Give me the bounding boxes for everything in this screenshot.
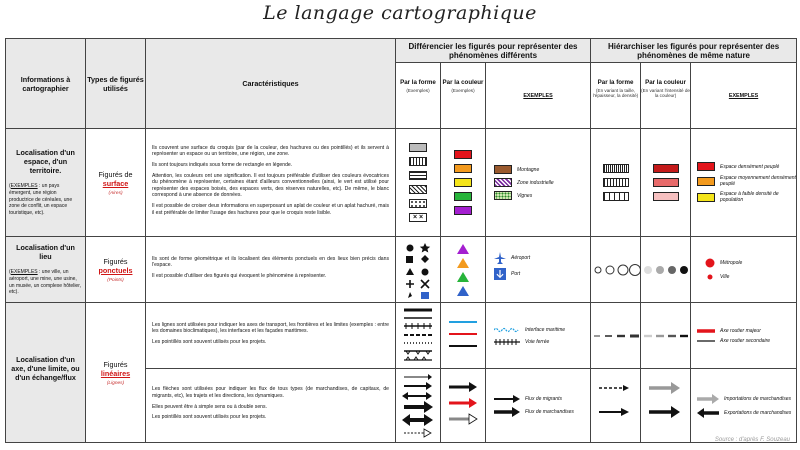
swatch-moyen <box>697 177 715 186</box>
circle-sizes-icon <box>591 260 641 280</box>
arrow-shades-icon <box>643 376 689 436</box>
h-exemples-surface: Espace densément peuplé Espace moyennement densément peuplé Espace à faible densité de population <box>691 129 797 237</box>
h-forme-point <box>591 237 641 303</box>
swatch-light-red <box>653 192 679 201</box>
importations-icon <box>697 394 719 404</box>
forme-ligne <box>396 303 441 369</box>
forme-surface <box>396 129 441 237</box>
port-icon <box>494 268 506 280</box>
swatch-medium-hatch <box>603 178 629 187</box>
h-forme-ligne <box>591 303 641 369</box>
swatch-mid-red <box>653 178 679 187</box>
airplane-icon <box>494 252 506 264</box>
swatch-grey <box>409 143 427 152</box>
h-exemples-ligne-a: Axe routier majeur Axe routier secondaire <box>691 303 797 369</box>
exemples-point: Aéroport Port <box>486 237 591 303</box>
couleur-fleche <box>441 369 486 443</box>
car-ligne-b: Les flèches sont utilisées pour indiquer les flux de tous types (de marchandises, de capitaux, de migrants, etc), les trajets et les directions, les dynamiques. Elles peuvent être à simple sens ou à double sens. Les pointillés sont souvent utilisés pour les projets. <box>146 369 396 443</box>
axe-secondaire-icon <box>697 338 715 344</box>
swatch-montagne <box>494 165 512 174</box>
forme-point <box>396 237 441 303</box>
purple-triangle-icon <box>457 244 469 254</box>
swatch-horizontal-hatch <box>409 171 427 180</box>
subheader-h-forme: Par la forme (En variant la taille, l'épaisseur, la densité) <box>591 63 641 129</box>
page-title: Le langage cartographique <box>263 2 537 24</box>
exemples-surface: Montagne Zone industrielle Vignes <box>486 129 591 237</box>
h-forme-fleche <box>591 369 641 443</box>
exemples-fleche: Flux de migrants Flux de marchandises <box>486 369 591 443</box>
swatch-zone-industrielle <box>494 178 512 187</box>
couleur-point <box>441 237 486 303</box>
circle-shades-icon <box>641 260 691 280</box>
swatch-dense <box>697 162 715 171</box>
swatch-dark-red <box>653 164 679 173</box>
info-point: Localisation d'un lieu (EXEMPLES : une ville, un aéroport, une mine, une usine, un musée, un complexe hôtelier, etc). <box>6 237 86 303</box>
couleur-surface <box>441 129 486 237</box>
swatch-crosses: × × <box>409 213 427 222</box>
exemples-ligne-a: Interface maritime Voie ferrée <box>486 303 591 369</box>
ville-icon <box>705 272 715 282</box>
couleur-ligne <box>441 303 486 369</box>
voie-ferree-icon <box>494 338 520 346</box>
subheader-h-exemples: EXEMPLES <box>691 63 797 129</box>
swatch-faible <box>697 193 715 202</box>
interface-maritime-icon <box>494 326 520 334</box>
subheader-couleur: Par la couleur (Exemples) <box>441 63 486 129</box>
source-note: Source : d'après F. Souzeau <box>714 437 790 443</box>
swatch-dots <box>409 199 427 208</box>
h-forme-surface <box>591 129 641 237</box>
h-exemples-point: Métropole Ville <box>691 237 797 303</box>
info-ligne: Localisation d'un axe, d'une limite, ou d'un échange/flux <box>6 303 86 443</box>
swatch-orange <box>454 164 472 173</box>
swatch-green <box>454 192 472 201</box>
exportations-icon <box>697 408 719 418</box>
arrow-styles-icon <box>396 371 440 441</box>
legend-table <box>5 38 797 443</box>
subheader-exemples: EXEMPLES <box>486 63 591 129</box>
car-point: Ils sont de forme géométrique et ils localisent des éléments ponctuels en des lieux bien précis dans l'espace. Il est possible d'utiliser des figurés qui évoquent le phénomène à représenter. <box>146 237 396 303</box>
swatch-vertical-hatch <box>409 157 427 166</box>
h-couleur-point <box>641 237 691 303</box>
h-couleur-fleche <box>641 369 691 443</box>
forme-fleche <box>396 369 441 443</box>
green-triangle-icon <box>457 272 469 282</box>
axe-majeur-icon <box>697 328 715 334</box>
header-caracteristiques: Caractéristiques <box>146 39 396 129</box>
swatch-yellow <box>454 178 472 187</box>
dash-sizes-icon <box>592 331 640 341</box>
swatch-light-hatch <box>603 192 629 201</box>
orange-triangle-icon <box>457 258 469 268</box>
h-exemples-fleche: Importations de marchandises Exportations de marchandises <box>691 369 797 443</box>
h-couleur-ligne <box>641 303 691 369</box>
metropole-icon <box>705 258 715 268</box>
header-hierarchiser: Hiérarchiser les figurés pour représenter des phénomènes de même nature <box>591 39 797 63</box>
car-surface: Ils couvrent une surface du croquis (par de la couleur, des hachures ou des pointillés) et ils servent à représenter un espace ou un territoire, une région, une zone. Ils sont toujours indiqués sous forme de rectangle en légende. Attention, les couleurs ont une signification. Il est toujours préférable d'utiliser des couleurs évocatrices du phénomène à représenter, certaines étant d'ailleurs conventionnelles (ainsi, le vert est utilisé pour représenter des espaces boisés, des espaces verts, des réserves naturelles, etc). De même, le blanc correspond à une absence de données. Il est possible de croiser deux informations en superposant un aplat de couleur et un aplat hachuré, mais il est préférable de limiter l'usage des hachures pour que le croquis reste lisible. <box>146 129 396 237</box>
info-surface: Localisation d'un espace, d'un territoire. (EXEMPLES : un pays émergent, une région productrice de céréales, une zone de conflit, un espace touristique, etc). <box>6 129 86 237</box>
swatch-purple <box>454 206 472 215</box>
flux-migrants-icon <box>494 395 520 403</box>
blue-triangle-icon <box>457 286 469 296</box>
dash-shades-icon <box>642 331 690 341</box>
header-informations: Informations à cartographier <box>6 39 86 129</box>
type-point: Figurés ponctuels (Points) <box>86 237 146 303</box>
colored-arrows-icon <box>441 381 485 431</box>
colored-lines-icon <box>441 316 485 356</box>
type-surface: Figurés de surface (Aires) <box>86 129 146 237</box>
flux-marchandises-icon <box>494 407 520 417</box>
swatch-vignes <box>494 191 512 200</box>
header-types: Types de figurés utilisés <box>86 39 146 129</box>
line-styles-icon <box>396 305 440 367</box>
subheader-h-couleur: Par la couleur (En variant l'intensité de la couleur) <box>641 63 691 129</box>
swatch-red <box>454 150 472 159</box>
header-differencier: Différencier les figurés pour représenter des phénomènes différents <box>396 39 591 63</box>
type-ligne: Figurés linéaires (Lignes) <box>86 303 146 443</box>
subheader-forme: Par la forme (Exemples) <box>396 63 441 129</box>
point-shapes-icon <box>396 239 440 301</box>
car-ligne-a: Les lignes sont utilisées pour indiquer les axes de transport, les frontières et les limites (exemples : entre les domaines bioclimatiques), les interfaces et les façades maritimes. Les pointillés sont souvent utilisés pour les projets. <box>146 303 396 369</box>
swatch-dense-hatch <box>603 164 629 173</box>
arrow-sizes-icon <box>593 376 639 436</box>
h-couleur-surface <box>641 129 691 237</box>
swatch-diagonal-hatch <box>409 185 427 194</box>
